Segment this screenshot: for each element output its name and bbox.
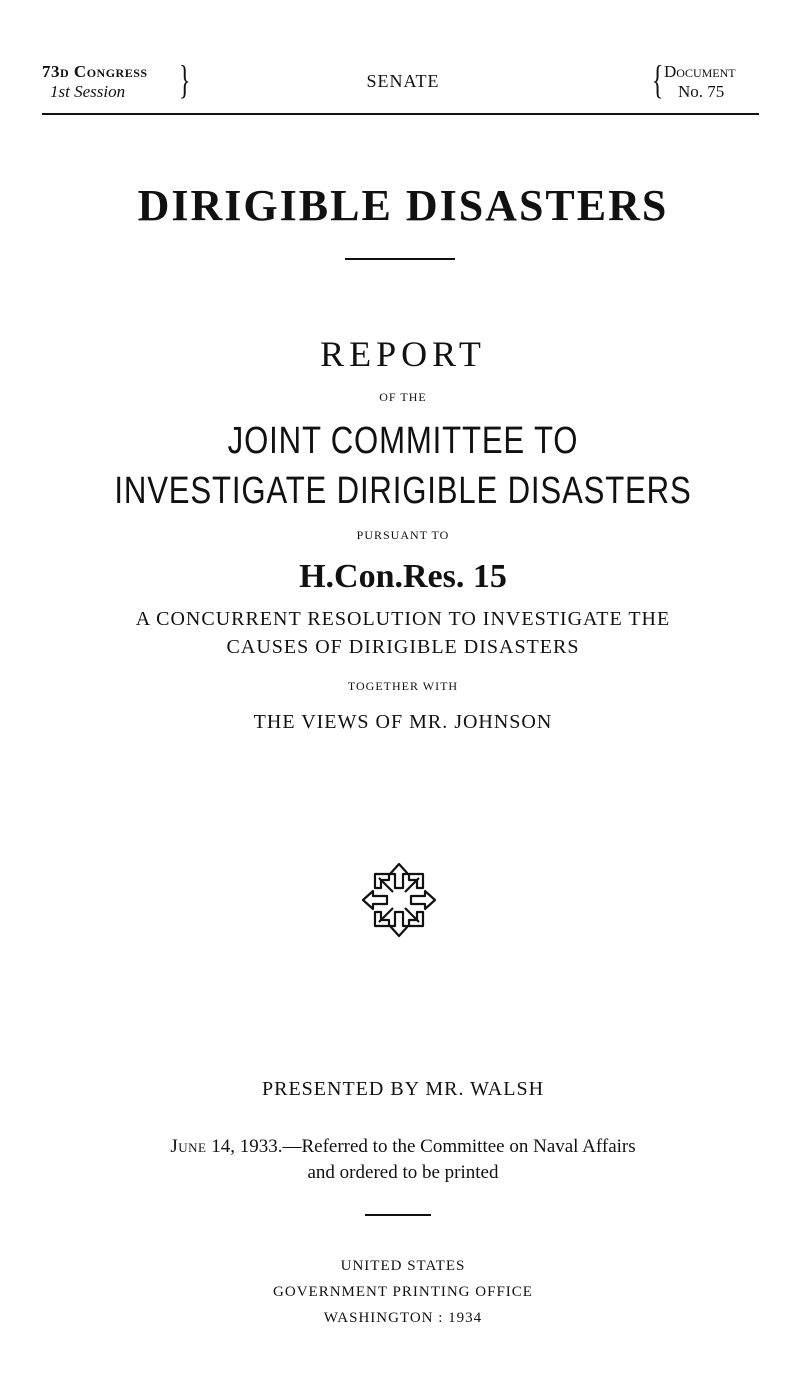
pursuant-to-label: PURSUANT TO [356,528,450,542]
right-brace-glyph: } [178,57,191,102]
document-number: No. 75 [678,82,725,101]
resolution-description-line1: A CONCURRENT RESOLUTION TO INVESTIGATE THE [135,608,671,630]
referral-line1 [0,1134,806,1160]
chamber-label: SENATE [366,71,440,91]
together-with-label: TOGETHER WITH [347,679,459,693]
left-brace-glyph: { [651,57,664,102]
minority-views-label: THE VIEWS OF MR. JOHNSON [253,711,553,733]
title-divider [345,258,455,260]
presented-by-line: PRESENTED BY MR. WALSH [261,1078,545,1100]
header-divider [42,113,759,115]
page-title: DIRIGIBLE DISASTERS [137,181,669,230]
referral-line2: and ordered to be printed [307,1162,499,1183]
referral-date-rest: 14, 1933. [211,1136,283,1157]
referral-date-month: June [170,1136,207,1157]
referral-paragraph [0,1134,806,1186]
imprint-line1: UNITED STATES [340,1258,466,1274]
imprint-divider [365,1214,431,1216]
resolution-description-line2: CAUSES OF DIRIGIBLE DISASTERS [226,636,580,658]
document-number-block [664,62,736,102]
resolution-number: H.Con.Res. 15 [299,558,507,595]
printers-ornament-icon [361,862,437,938]
imprint-line3: WASHINGTON : 1934 [323,1310,483,1326]
imprint-line2: GOVERNMENT PRINTING OFFICE [273,1284,533,1300]
committee-name-line2: INVESTIGATE DIRIGIBLE DISASTERS [114,470,692,512]
congress-label: 73d Congress [42,62,148,81]
of-the-label: OF THE [379,390,427,404]
committee-name-line1: JOINT COMMITTEE TO [227,420,579,462]
report-heading: REPORT [320,334,486,374]
session-label: 1st Session [50,82,126,101]
document-label: Document [664,62,736,81]
referral-line1-text: —Referred to the Committee on Naval Affairs [282,1136,636,1157]
